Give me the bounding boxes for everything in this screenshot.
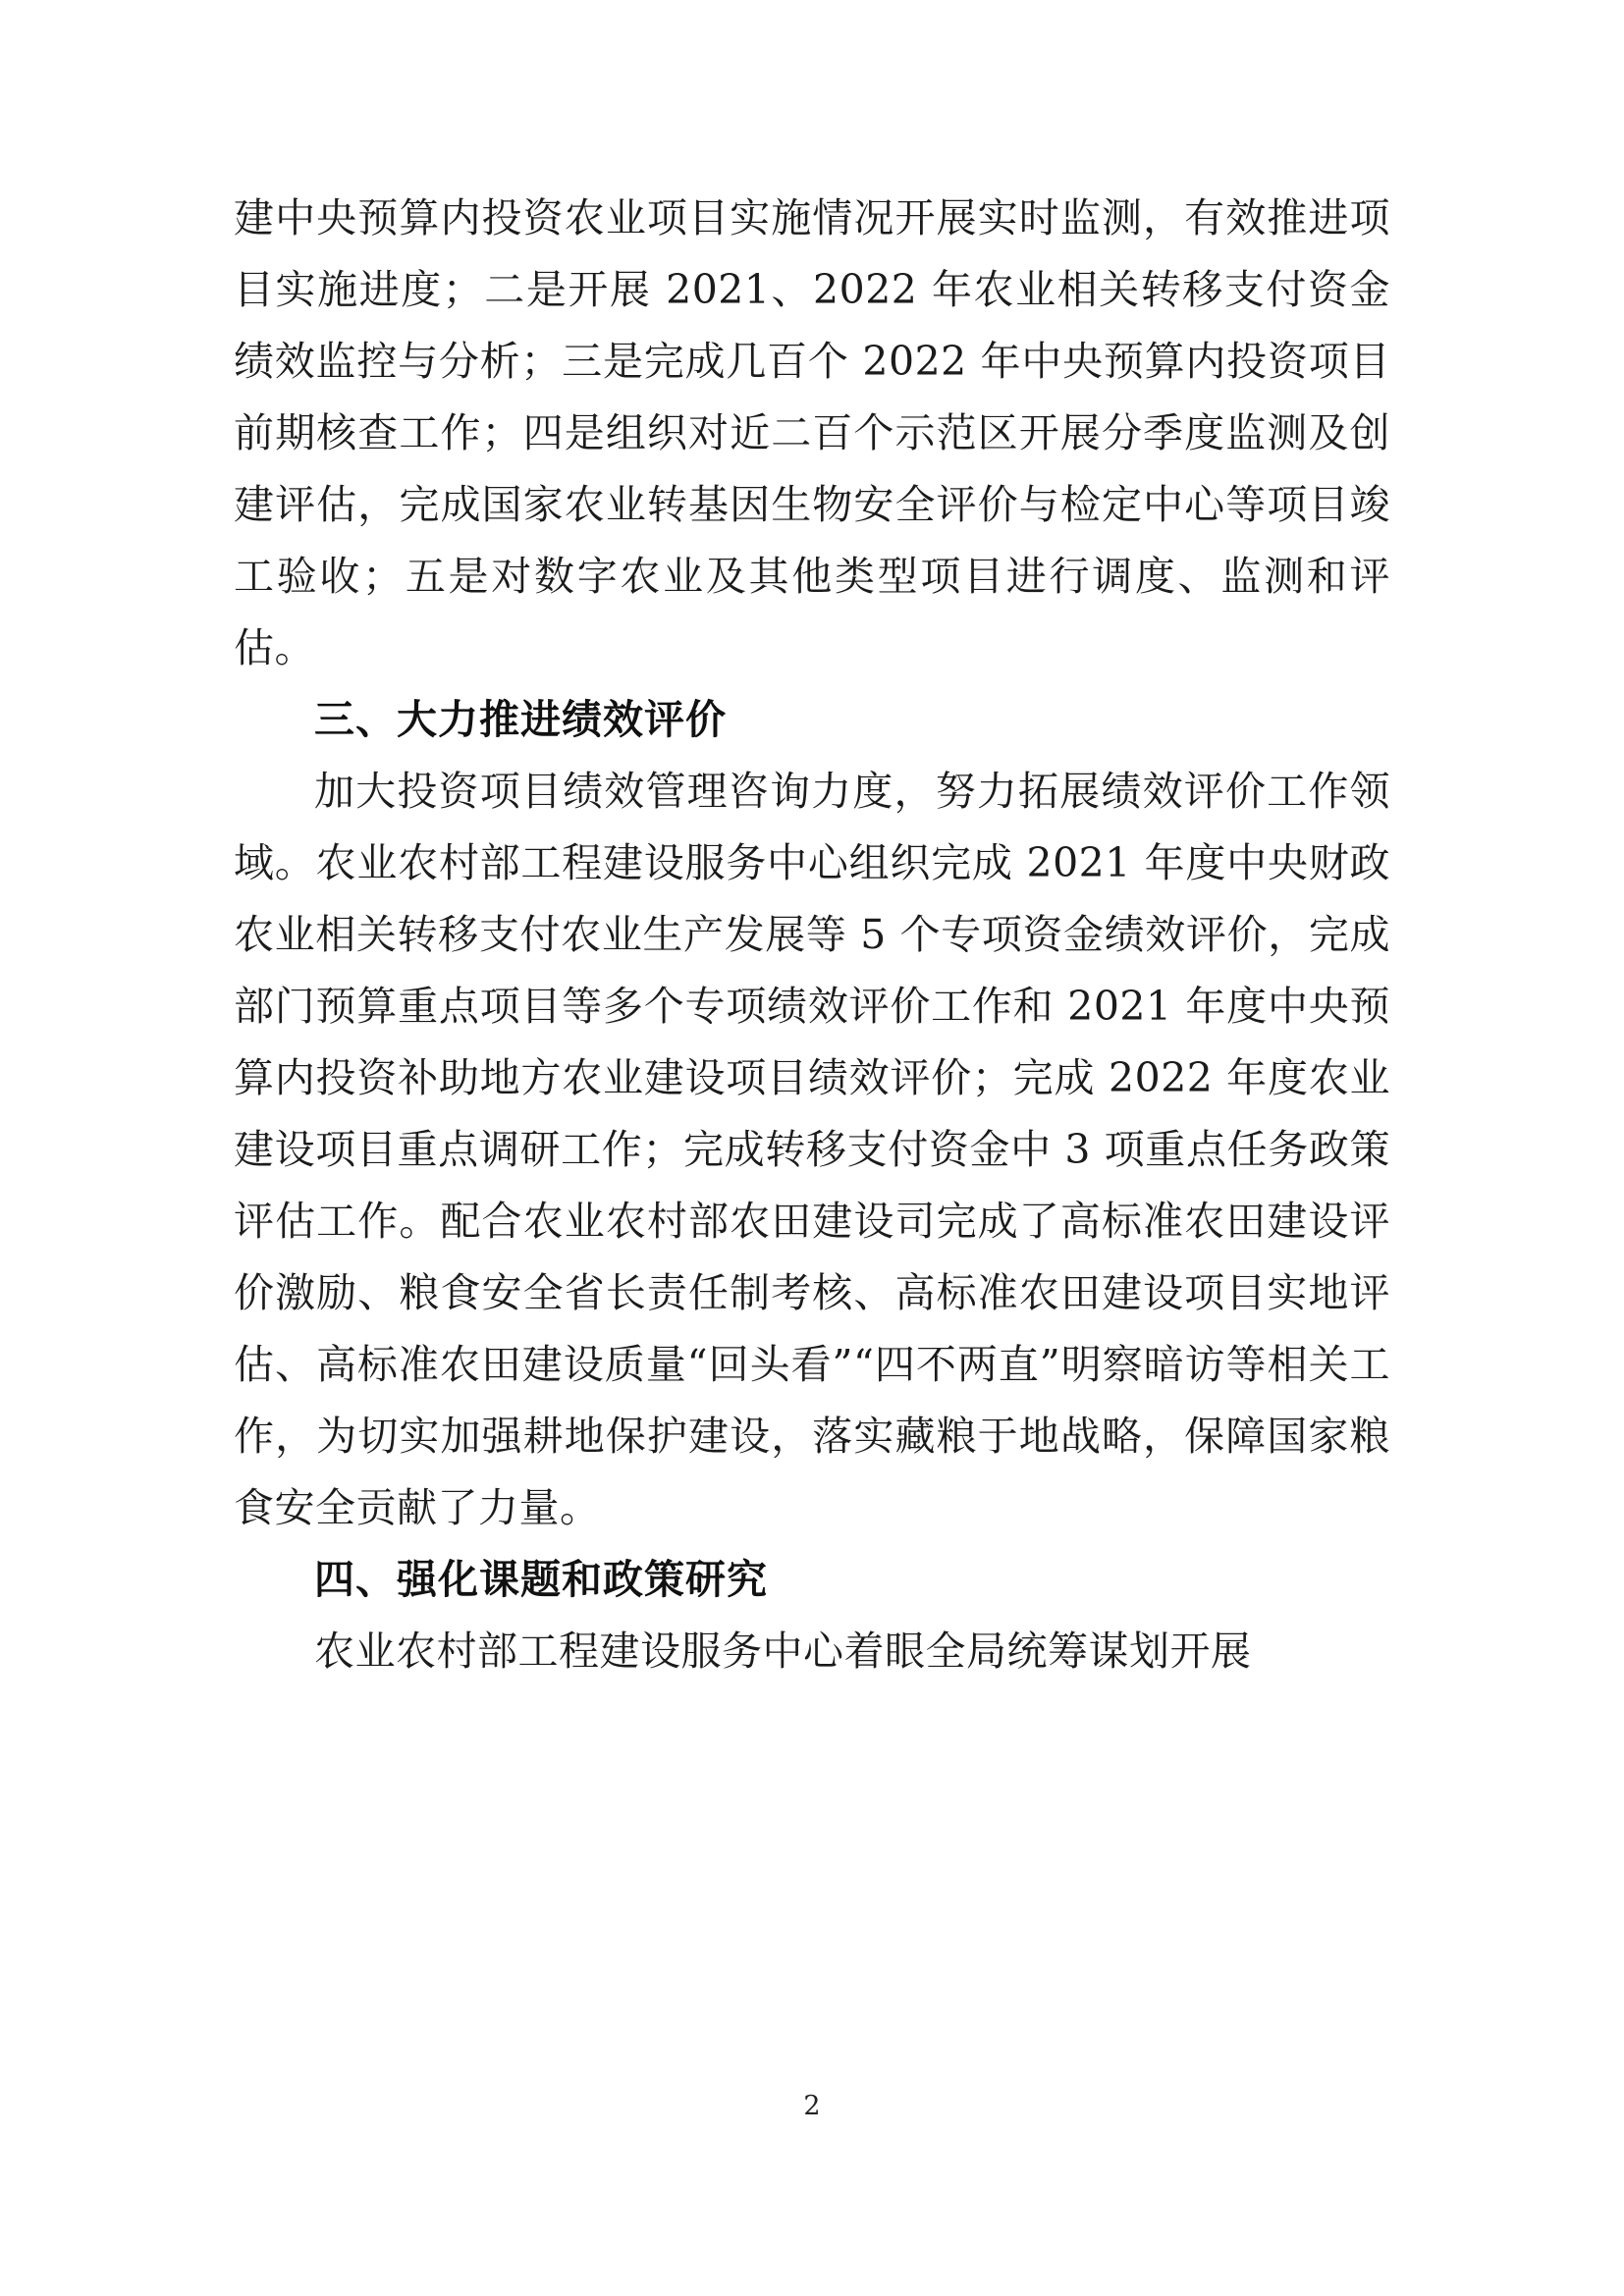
section-heading-four: 四、强化课题和政策研究 <box>314 1556 768 1603</box>
body-paragraph-3: 农业农村部工程建设服务中心着眼全局统筹谋划开展 <box>314 1628 1252 1675</box>
body-paragraph-1: 建中央预算内投资农业项目实施情况开展实时监测，有效推进项目实施进度；二是开展 2021、2022 年农业相关转移支付资金绩效监控与分析；三是完成几百个 2022 年中央预算内投资项目前期核查工作；四是组织对近二百个示范区开展分季度监测及创建评估，完成国家农业转基因生物安全评价与检定中心等项目竣工验收；五是对数字农业及其他类型项目进行调度、监测和评估。 <box>234 194 1390 671</box>
section-heading-three: 三、大力推进绩效评价 <box>314 696 727 743</box>
page-content <box>234 183 1390 1687</box>
page-number: 2 <box>803 2091 821 2121</box>
body-paragraph-2: 加大投资项目绩效管理咨询力度，努力拓展绩效评价工作领域。农业农村部工程建设服务中心组织完成 2021 年度中央财政农业相关转移支付农业生产发展等 5 个专项资金绩效评价，完成部门预算重点项目等多个专项绩效评价工作和 2021 年度中央预算内投资补助地方农业建设项目绩效评价；完成 2022 年度农业建设项目重点调研工作；完成转移支付资金中 3 项重点任务政策评估工作。配合农业农村部农田建设司完成了高标准农田建设评价激励、粮食安全省长责任制考核、高标准农田建设项目实地评估、高标准农田建设质量“回头看”“四不两直”明察暗访等相关工作，为切实加强耕地保护建设，落实藏粮于地战略，保障国家粮食安全贡献了力量。 <box>234 768 1390 1531</box>
